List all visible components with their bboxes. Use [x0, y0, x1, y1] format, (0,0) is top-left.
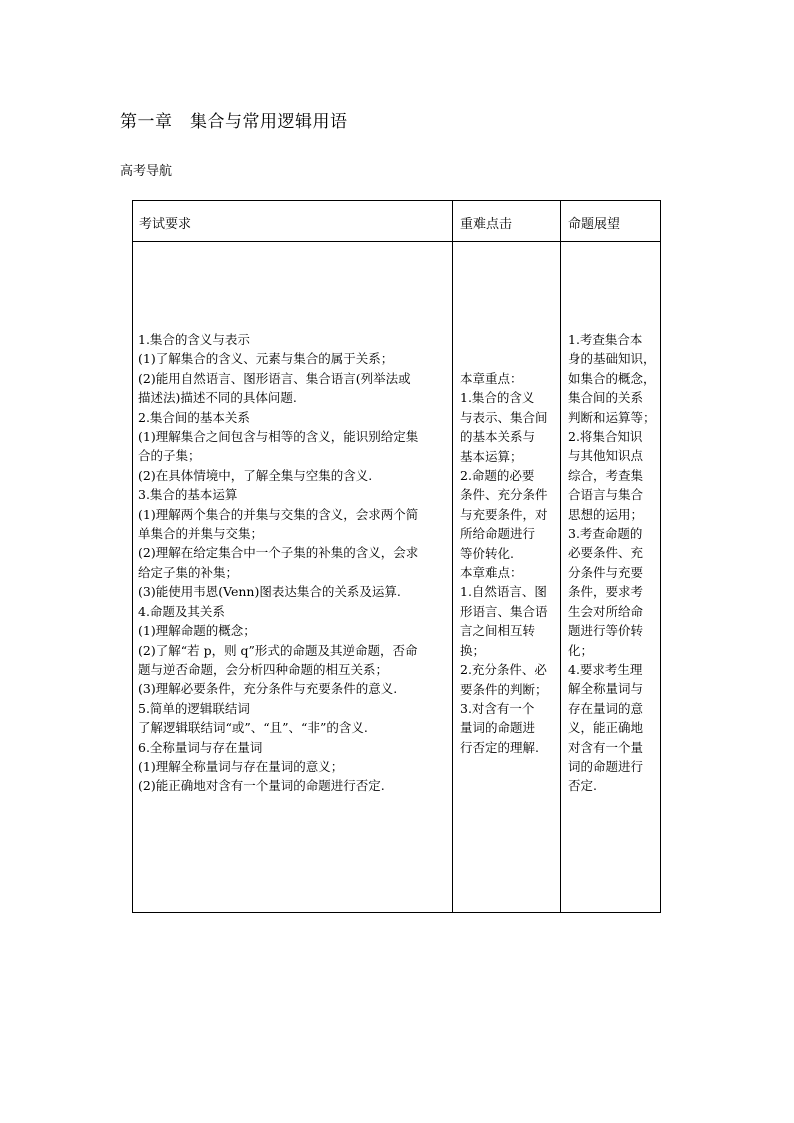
key-point-line: 与表示、集合间: [460, 409, 548, 425]
outlook-line: 化；: [568, 642, 594, 658]
requirement-line: 4.命题及其关系: [138, 603, 225, 619]
key-point-line: 2.命题的必要: [460, 468, 535, 484]
requirement-line: 单集合的并集与交集；: [138, 526, 264, 542]
outlook-line: 题进行等价转: [568, 623, 644, 639]
outlook-line: 对含有一个量: [568, 739, 644, 755]
key-point-line: 量词的命题进: [460, 720, 536, 736]
header-key-points: 重难点击: [460, 217, 513, 232]
key-points-cell: [460, 369, 558, 757]
outlook-line: 2.将集合知识: [568, 429, 643, 445]
requirement-line: 合的子集；: [138, 448, 201, 464]
outlook-cell: [568, 330, 658, 796]
requirement-line: (1)理解集合之间包含与相等的含义，能识别给定集: [138, 429, 419, 445]
outlook-line: 与其他知识点: [568, 448, 644, 464]
column-divider: [452, 201, 453, 912]
requirement-line: (3)能使用韦恩(Venn)图表达集合的关系及运算.: [138, 584, 401, 600]
requirement-line: 了解逻辑联结词“或”、“且”、“非”的含义.: [138, 720, 368, 736]
outlook-line: 合语言与集合: [568, 487, 644, 503]
outlook-line: 词的命题进行: [568, 758, 644, 774]
requirement-line: (2)理解在给定集合中一个子集的补集的含义，会求: [138, 545, 419, 561]
outlook-line: 集合间的关系: [568, 390, 644, 406]
outlook-line: 解全称量词与: [568, 681, 644, 697]
outlook-line: 必要条件、充: [568, 545, 644, 561]
outlook-line: 1.考查集合本: [568, 332, 643, 347]
outlook-line: 综合，考查集: [568, 467, 644, 483]
outlook-line: 生会对所给命: [568, 603, 644, 619]
outlook-line: 4.要求考生理: [568, 661, 643, 677]
syllabus-table: [132, 200, 661, 913]
key-point-line: 本章难点：: [460, 565, 523, 581]
outlook-line: 思想的运用；: [568, 506, 644, 522]
requirement-line: 6.全称量词与存在量词: [138, 739, 263, 755]
outlook-line: 存在量词的意: [568, 700, 644, 716]
exam-requirements-cell: [138, 330, 450, 796]
requirement-line: (1)了解集合的含义、元素与集合的属于关系；: [138, 351, 394, 367]
key-point-line: 3.对含有一个: [460, 700, 535, 716]
requirement-line: 5.简单的逻辑联结词: [138, 700, 250, 716]
requirement-line: (2)能用自然语言、图形语言、集合语言(列举法或: [138, 370, 411, 386]
key-point-line: 本章重点：: [460, 371, 523, 386]
header-exam-requirements: 考试要求: [139, 217, 192, 232]
requirement-line: (1)理解命题的概念；: [138, 623, 256, 639]
requirement-line: (3)理解必要条件，充分条件与充要条件的意义.: [138, 681, 398, 697]
requirement-line: (2)了解“若 p，则 q”形式的命题及其逆命题，否命: [138, 642, 418, 658]
requirement-line: 题与逆否命题，会分析四种命题的相互关系；: [138, 661, 389, 677]
key-point-line: 言之间相互转: [460, 623, 536, 639]
outlook-line: 如集合的概念，: [568, 370, 656, 386]
outlook-line: 身的基础知识，: [568, 351, 656, 367]
requirement-line: 描述法)描述不同的具体问题.: [138, 390, 297, 406]
outlook-line: 义，能正确地: [568, 720, 644, 736]
section-subtitle: 高考导航: [120, 164, 173, 179]
requirement-line: 给定子集的补集；: [138, 564, 239, 580]
key-point-line: 所给命题进行: [460, 526, 536, 542]
key-point-line: 要条件的判断；: [460, 681, 548, 697]
requirement-line: 2.集合间的基本关系: [138, 409, 250, 425]
key-point-line: 的基本关系与: [460, 429, 536, 445]
chapter-title: 第一章 集合与常用逻辑用语: [120, 112, 348, 132]
outlook-line: 分条件与充要: [568, 564, 644, 580]
key-point-line: 行否定的理解.: [460, 739, 539, 755]
column-divider: [560, 201, 561, 912]
key-point-line: 等价转化.: [460, 545, 514, 561]
requirement-line: (2)在具体情境中，了解全集与空集的含义.: [138, 467, 373, 483]
outlook-line: 否定.: [568, 778, 597, 794]
key-point-line: 基本运算；: [460, 448, 523, 464]
outlook-line: 条件，要求考: [568, 584, 644, 600]
key-point-line: 形语言、集合语: [460, 603, 548, 619]
key-point-line: 2.充分条件、必: [460, 662, 547, 678]
requirement-line: (1)理解两个集合的并集与交集的含义，会求两个简: [138, 506, 419, 522]
header-divider: [133, 241, 660, 242]
key-point-line: 换；: [460, 642, 486, 658]
key-point-line: 1.自然语言、图: [460, 584, 547, 600]
outlook-line: 3.考查命题的: [568, 526, 643, 542]
key-point-line: 与充要条件，对: [460, 506, 548, 522]
header-outlook: 命题展望: [568, 217, 621, 232]
requirement-line: 3.集合的基本运算: [138, 487, 238, 503]
requirement-line: 1.集合的含义与表示: [138, 332, 250, 347]
requirement-line: (2)能正确地对含有一个量词的命题进行否定.: [138, 778, 385, 794]
requirement-line: (1)理解全称量词与存在量词的意义；: [138, 758, 344, 774]
outlook-line: 判断和运算等；: [568, 409, 656, 425]
key-point-line: 1.集合的含义: [460, 390, 535, 406]
key-point-line: 条件、充分条件: [460, 487, 548, 503]
